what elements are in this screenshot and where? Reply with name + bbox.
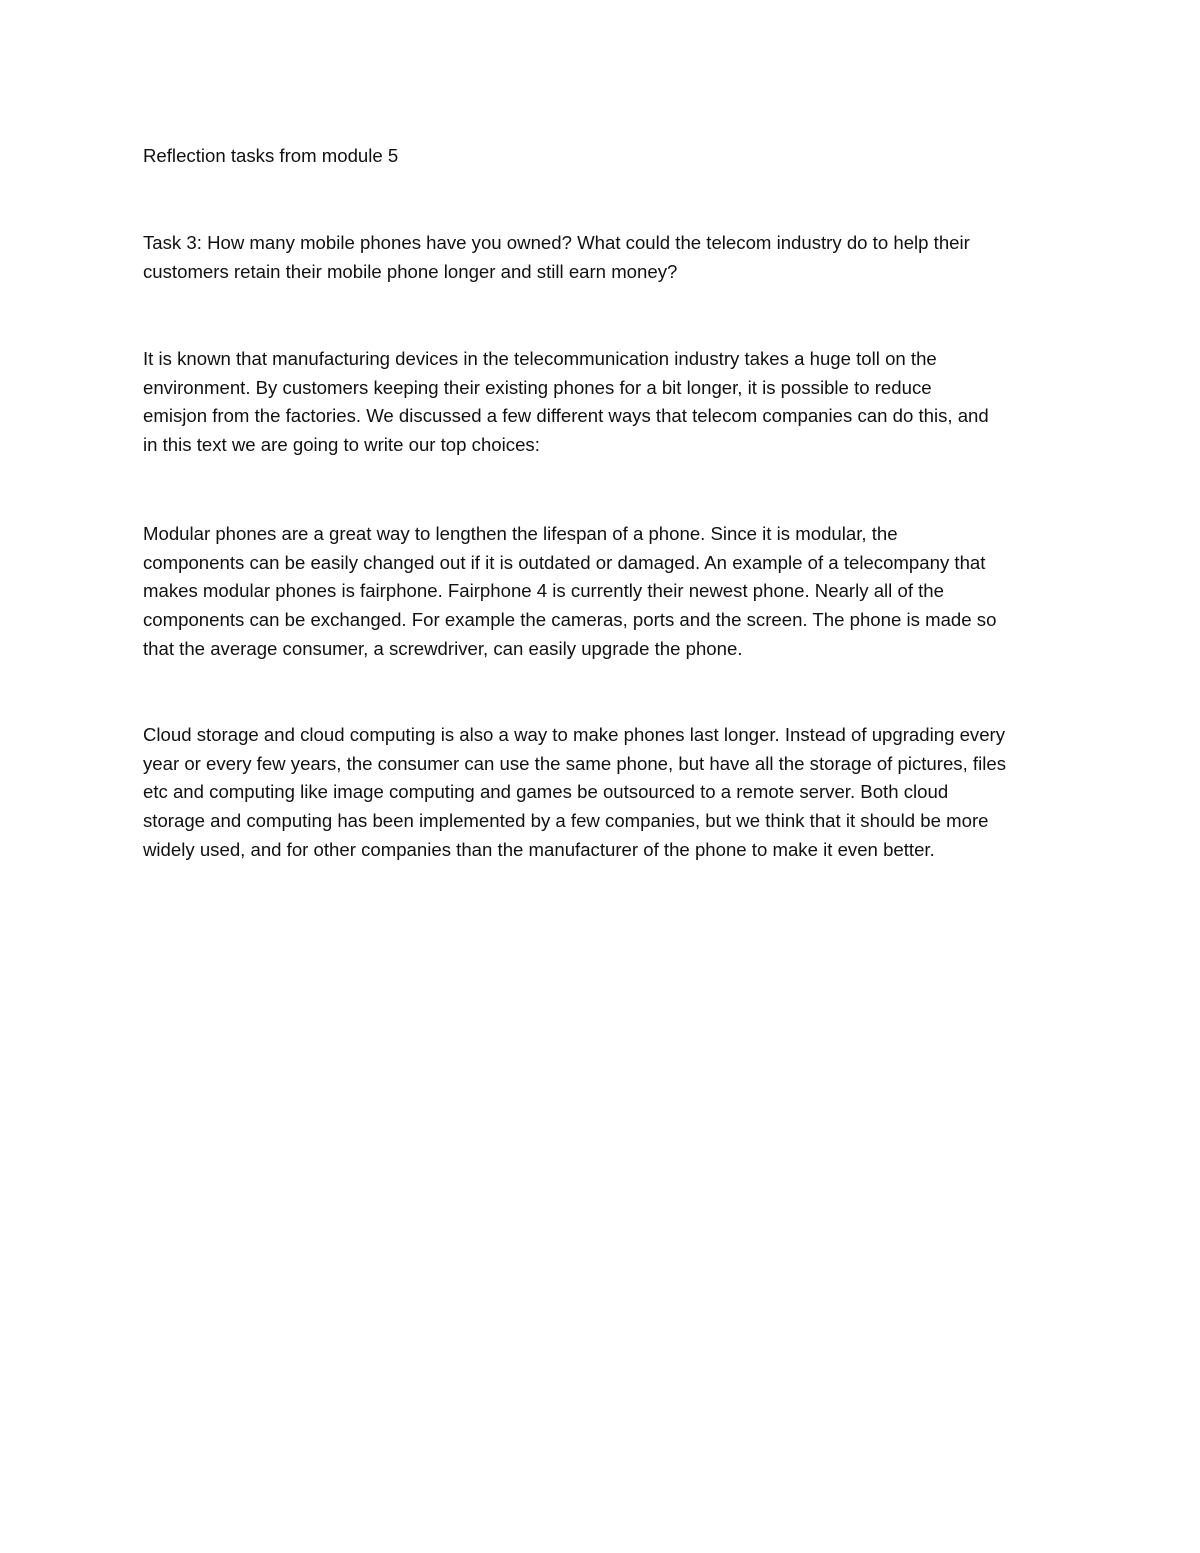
paragraph-line: Task 3: How many mobile phones have you owned? What could the telecom industry do to help their	[143, 232, 970, 253]
intro-paragraph	[143, 345, 1063, 460]
paragraph-line: environment. By customers keeping their existing phones for a bit longer, it is possible to reduce	[143, 376, 932, 398]
paragraph-line: in this text we are going to write our top choices:	[143, 434, 540, 456]
paragraph-line: components can be easily changed out if it is outdated or damaged. An example of a telecompany that	[143, 551, 986, 573]
paragraph-line: etc and computing like image computing and games be outsourced to a remote server. Both cloud	[143, 781, 949, 803]
paragraph-line: that the average consumer, a screwdriver, can easily upgrade the phone.	[143, 637, 743, 659]
title-line: Reflection tasks from module 5	[143, 145, 399, 166]
paragraph-line: components can be exchanged. For example the cameras, ports and the screen. The phone is made so	[143, 609, 997, 631]
paragraph-line: It is known that manufacturing devices in the telecommunication industry takes a huge toll on the	[143, 348, 937, 369]
paragraph-line: widely used, and for other companies than the manufacturer of the phone to make it even better.	[143, 838, 935, 860]
paragraph-line: storage and computing has been implemented by a few companies, but we think that it should be more	[143, 810, 989, 832]
paragraph-line: year or every few years, the consumer can use the same phone, but have all the storage of pictures, files	[143, 752, 1007, 774]
paragraph-line: customers retain their mobile phone longer and still earn money?	[143, 260, 678, 282]
document-title	[143, 142, 1063, 171]
cloud-storage-paragraph	[143, 721, 1063, 864]
paragraph-line: Cloud storage and cloud computing is also a way to make phones last longer. Instead of upgrading every	[143, 724, 1006, 745]
paragraph-line: Modular phones are a great way to lengthen the lifespan of a phone. Since it is modular, the	[143, 523, 898, 544]
task-question-paragraph	[143, 229, 1063, 286]
modular-phones-paragraph	[143, 520, 1063, 663]
paragraph-line: makes modular phones is fairphone. Fairphone 4 is currently their newest phone. Nearly all of the	[143, 580, 944, 602]
paragraph-line: emisjon from the factories. We discussed a few different ways that telecom companies can do this, and	[143, 405, 989, 427]
